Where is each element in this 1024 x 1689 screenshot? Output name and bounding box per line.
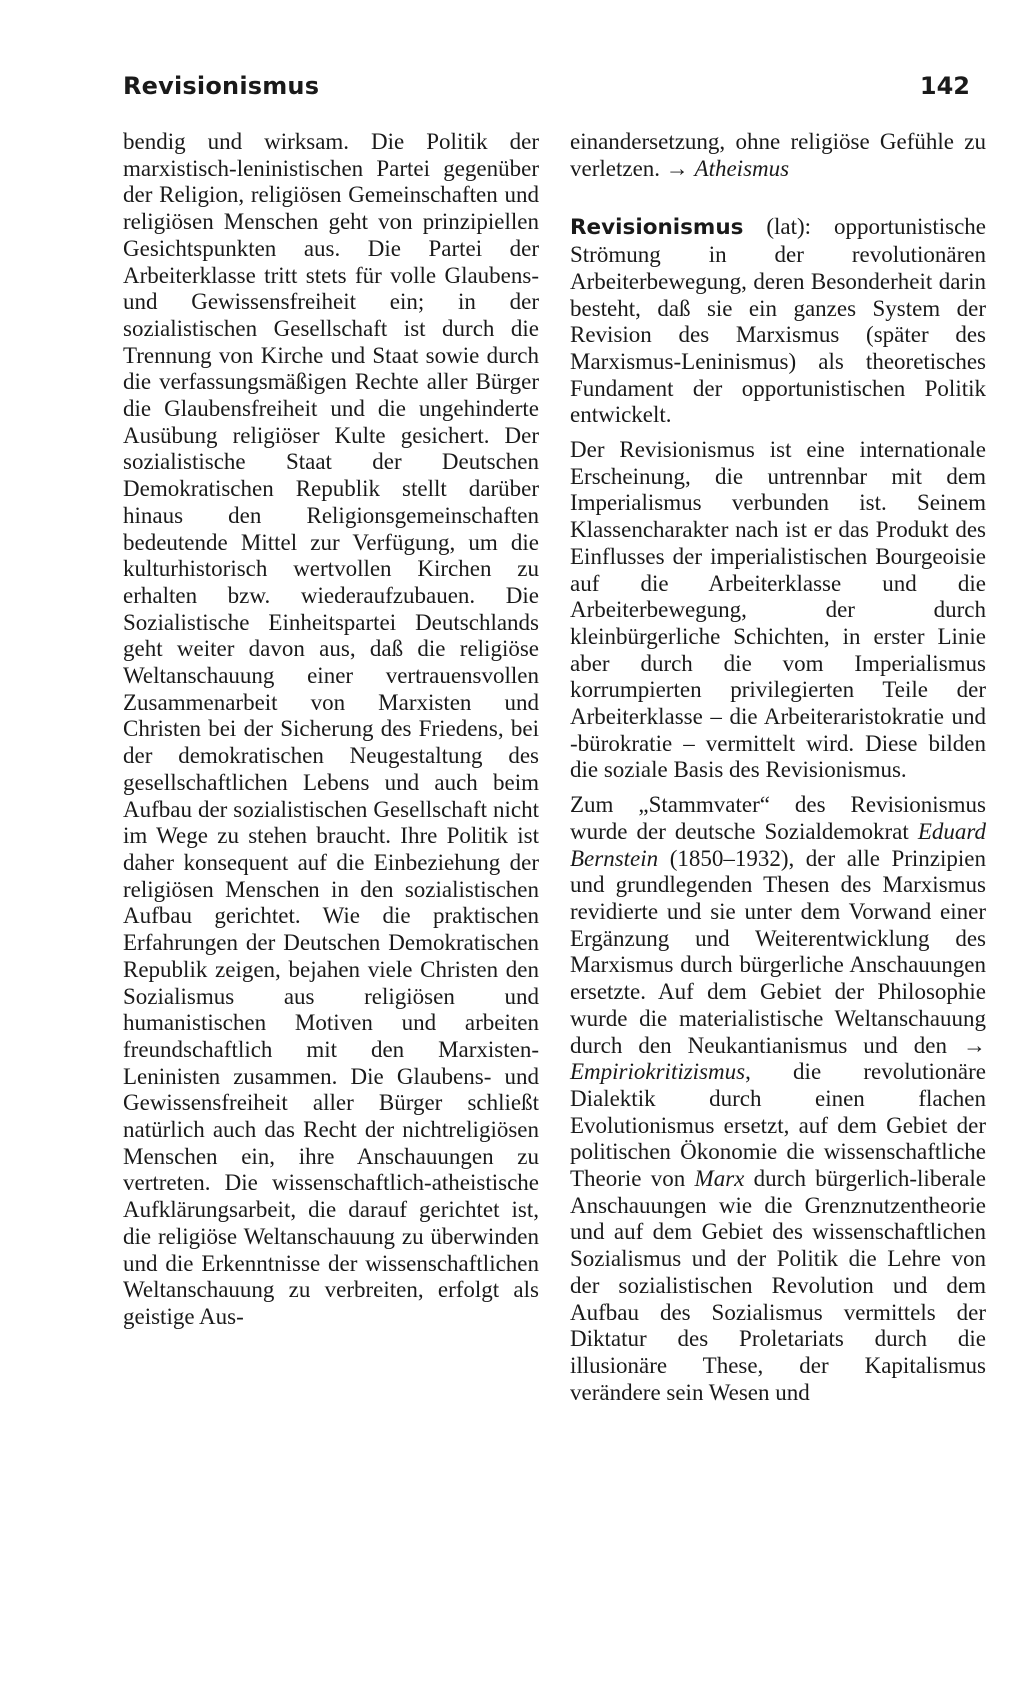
text-run: (1850–1932), der alle Prinzipien und grundlegenden Thesen des Marxismus revidierte und sie unter dem Vorwand einer Ergänzung und Weiterentwicklung des Marxismus durch bürgerliche Anschauungen ersetzte. Auf dem Gebiet der Philosophie wurde die materialistische Weltanschauung durch den Neukantianismus und den — [570, 845, 986, 1058]
person-name-bernstein: Eduard Bernstein — [570, 818, 986, 871]
person-name-marx: Marx — [694, 1166, 745, 1192]
text-run: , die revolutionäre Dialektik durch einen flachen Evolutionismus ersetzt, auf dem Gebiet der politischen Ökonomie die wissenschaftliche Theorie von — [570, 1059, 986, 1192]
page-number: 142 — [919, 72, 970, 100]
running-head: Revisionismus — [123, 72, 320, 100]
continuation-paragraph — [570, 129, 986, 182]
entry-definition: (lat): opportunistische Strömung in der revolutionären Arbeiterbewegung, deren Besonderheit darin besteht, daß sie ein ganzes System der Revision des Marxismus (später des Marxismus-Leninismus) als theoretisches Fundament der opportunistischen Politik entwickelt. — [570, 214, 986, 428]
paragraph: bendig und wirksam. Die Politik der marxistisch-leninistischen Partei gegenüber der Religion, religiösen Gemeinschaften und religiösen Menschen geht von prinzipiellen Gesichtspunkten aus. Die Partei der Arbeiterklasse tritt stets für volle Glaubens- und Gewissensfreiheit ein; in der sozialistischen Gesellschaft ist durch die Trennung von Kirche und Staat sowie durch die verfassungsmäßigen Rechte aller Bürger die Glaubensfreiheit und die ungehinderte Ausübung religiöser Kulte gesichert. Der sozialistische Staat der Deutschen Demokratischen Republik stellt darüber hinaus den Religionsgemeinschaften bedeutende Mittel zur Verfügung, um die kulturhistorisch wertvollen Kirchen zu erhalten bzw. wiederaufzubauen. Die Sozialistische Einheitspartei Deutschlands geht weiter davon aus, daß die religiöse Weltanschauung einer vertrauensvollen Zusammenarbeit von Marxisten und Christen bei der Sicherung des Friedens, bei der demokratischen Neugestaltung des gesellschaftlichen Lebens und auch beim Aufbau der sozialistischen Gesellschaft nicht im Wege zu stehen braucht. Ihre Politik ist daher konsequent auf die Einbeziehung der religiösen Menschen in den sozialistischen Aufbau gerichtet. Wie die praktischen Erfahrungen der Deutschen Demokratischen Republik zeigen, bejahen viele Christen den Sozialismus aus religiösen und humanistischen Motiven und arbeiten freundschaftlich mit den Marxisten-Leninisten zusammen. Die Glaubens- und Gewissensfreiheit aller Bürger schließt natürlich auch das Recht der nichtreligiösen Menschen ein, ihre Anschauungen zu vertreten. Die wissenschaftlich-atheistische Aufklärungsarbeit, die darauf gerichtet ist, die religiöse Weltanschauung zu überwinden und die Erkenntnisse der wissenschaftlichen Weltanschauung zu verbreiten, erfolgt als geistige Aus- — [123, 129, 539, 1329]
cross-reference-arrow-icon: → — [963, 1032, 986, 1058]
cross-reference-arrow-icon: → — [665, 155, 689, 181]
paragraph: Der Revisionismus ist eine internationale Erscheinung, die untrennbar mit dem Imperialismus verbunden ist. Seinem Klassencharakter nach ist er das Produkt des Einflusses der imperialistischen Bourgeoisie auf die Arbeiterklasse und die Arbeiterbewegung, der durch kleinbürgerliche Schichten, in erster Linie aber durch die vom Imperialismus korrumpierten privilegierten Teile der Arbeiterklasse – die Arbeiteraristokratie und -bürokratie – vermittelt wird. Diese bilden die soziale Basis des Revisionismus. — [570, 437, 986, 783]
cross-reference-empiriokritizismus: Empiriokritizismus — [570, 1059, 746, 1085]
text-run: durch bürgerlich-liberale Anschauungen wie die Grenznutzentheorie und auf dem Gebiet des wissenschaftlichen Sozialismus und der Politik die Lehre von der sozialistischen Revolution und dem Aufbau des Sozialismus vermittels der Diktatur des Proletariats durch die illusionäre These, der Kapitalismus verändere sein Wesen und — [570, 1166, 986, 1405]
continuation-text: einandersetzung, ohne religiöse Gefühle zu verletzen. — [570, 129, 986, 181]
cross-reference-atheismus: Atheismus — [694, 155, 790, 181]
text-run: Zum „Stammvater“ des Revisionismus wurde der deutsche Sozialdemokrat — [570, 792, 986, 844]
left-column — [123, 129, 539, 1331]
entry-lemma: Revisionismus — [570, 215, 744, 241]
entry-revisionismus — [570, 214, 986, 429]
page-header — [123, 72, 970, 112]
right-column — [570, 129, 986, 1406]
paragraph — [570, 792, 986, 1406]
